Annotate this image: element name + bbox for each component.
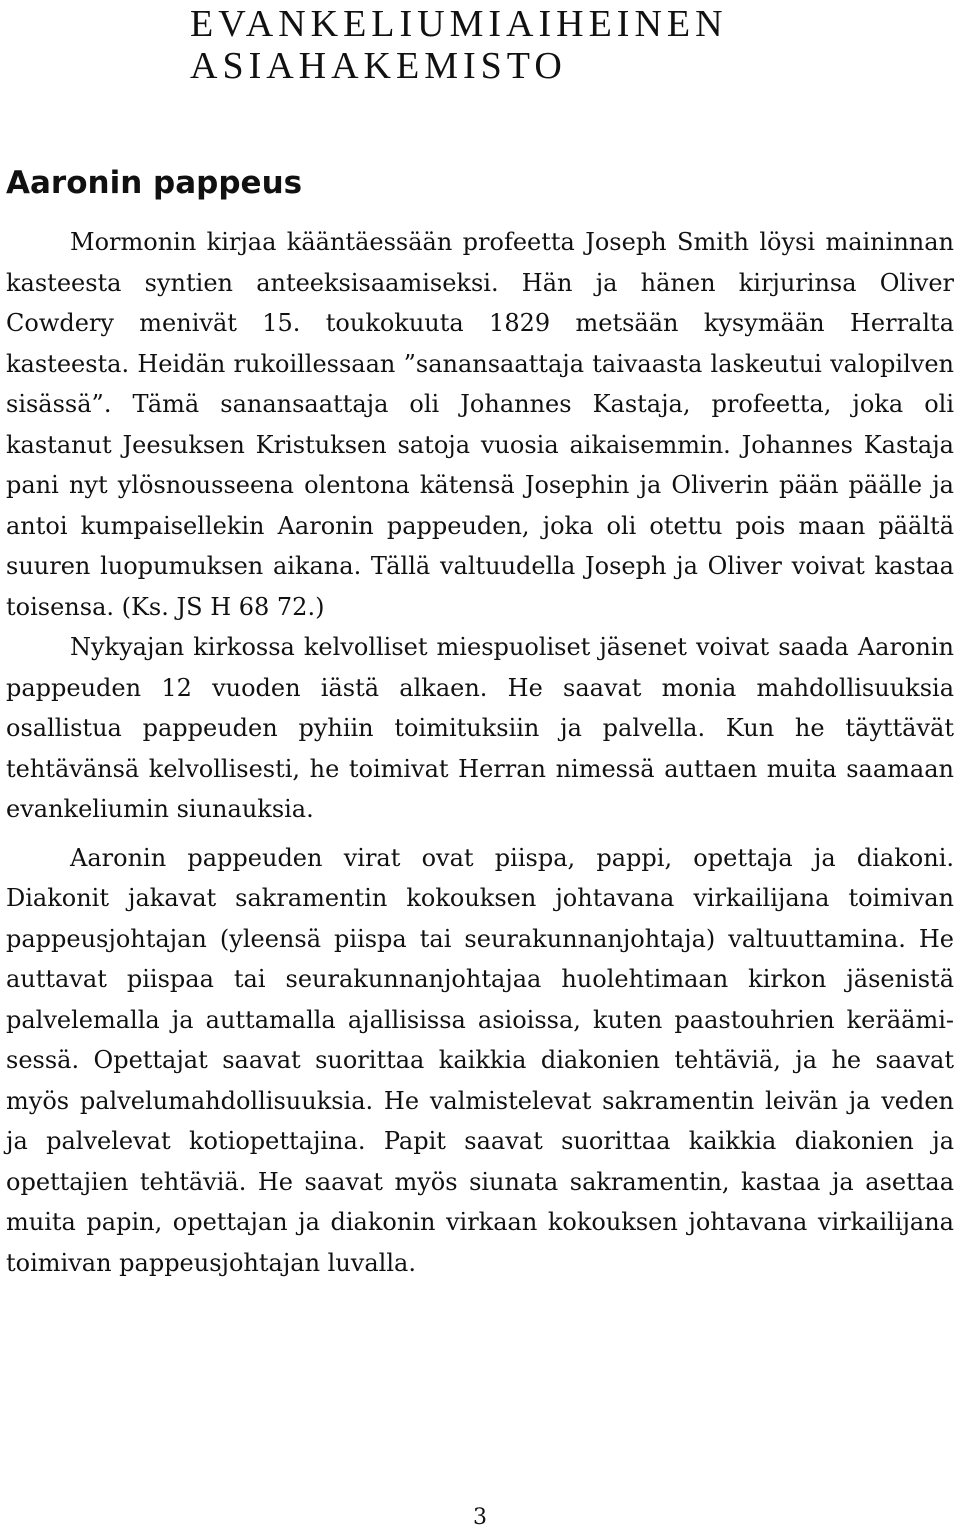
section-heading: Aaronin pappeus — [6, 165, 303, 201]
paragraph-3: Aaronin pappeuden virat ovat piispa, pappi, opettaja ja diakoni. Diakonit jakavat sakramentin kokouksen johtavana virkailijana toimivan pappeusjohtajan (yleensä piispa tai seurakunnanjohtaja) valtuuttamina. He auttavat piispaa tai seurakunnanjohtajaa huolehtimaan kirkon jäsenistä palvelemalla ja auttamalla ajallisissa asioissa, kuten paastouhrien keräämisessä. Opettajat saavat suorittaa kaikkia diakonien tehtäviä, ja he saavat myös palvelumahdollisuuksia. He valmistelevat sakramentin leivän ja veden ja palvelevat kotiopettajina. Papit saavat suorittaa kaikkia diakonien ja opettajien tehtäviä. He saavat myös siunata sakramentin, kastaa ja asettaa muita papin, opettajan ja diakonin virkaan kokouksen johtavana virkailijana toimivan pappeusjohtajan luvalla. — [6, 843, 954, 1277]
page-number: 3 — [473, 1505, 487, 1530]
body-text — [6, 222, 954, 1283]
running-header-line-2: ASIAHAKEMISTO — [190, 45, 567, 87]
paragraph-1: Mormonin kirjaa kääntäessään profeetta Joseph Smith löysi maininnan kasteesta syntien anteeksisaamiseksi. Hän ja hänen kirjurinsa Oliver Cowdery menivät 15. toukokuuta 1829 metsään kysymään Herralta kasteesta. Heidän rukoillessaan ”sanansaattaja taivaasta laskeutui valopilven sisässä”. Tämä sanansaattaja oli Johannes Kastaja, profeetta, joka oli kastanut Jeesuksen Kristuksen satoja vuosia aikaisemmin. Johannes Kastaja pani nyt ylösnousseena olentona kätensä Josephin ja Oliverin pään päälle ja antoi kumpaisellekin Aaronin pappeuden, joka oli otettu pois maan päältä suuren luopumuksen aikana. Tällä valtuudella Joseph ja Oliver voivat kastaa toisensa. (Ks. JS H 68 72.) — [6, 228, 954, 621]
paragraph-2: Nykyajan kirkossa kelvolliset miespuoliset jäsenet voivat saada Aaronin pappeuden 12 vuoden iästä alkaen. He saavat monia mahdollisuuksia osallistua pappeuden pyhiin toimituksiin ja palvella. Kun he täyttävät tehtävänsä kelvollisesti, he toimivat Herran nimessä auttaen muita saamaan evankeliumin siunauksia. — [6, 633, 954, 823]
running-header-line-1: EVANKELIUMIAIHEINEN — [190, 3, 728, 45]
